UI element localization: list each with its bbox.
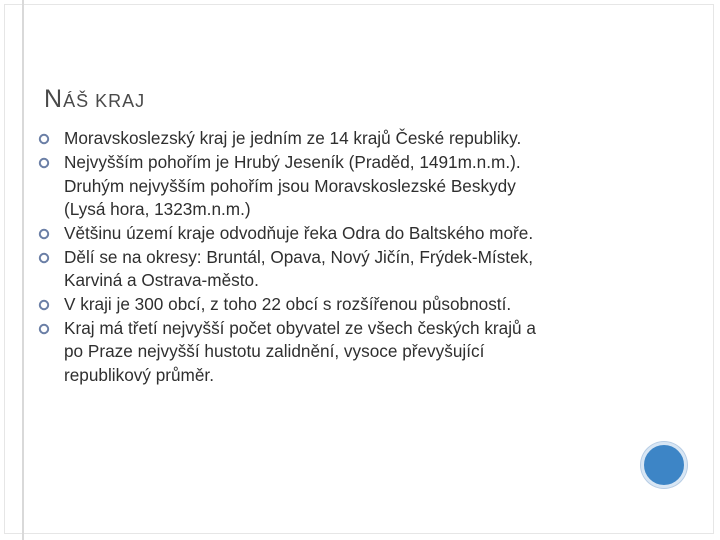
slide-title-rest: ÁŠ KRAJ bbox=[63, 91, 146, 111]
slide-title-first-letter: N bbox=[44, 85, 64, 113]
bullet-text: Dělí se na okresy: Bruntál, Opava, Nový Jičín, Frýdek-Místek, Karviná a Ostrava-město. bbox=[64, 246, 533, 290]
list-item bbox=[38, 222, 638, 246]
bullet-text: Nejvyšším pohořím je Hrubý Jeseník (Praděd, 1491m.n.m.). Druhým nejvyšším pohořím jsou Moravskoslezské Beskydy (Lysá hora, 1323m.n.m.) bbox=[64, 152, 521, 219]
list-item bbox=[38, 246, 638, 293]
ring-bullet-icon bbox=[38, 127, 64, 151]
blue-circle-icon bbox=[641, 442, 687, 488]
bullet-text: Kraj má třetí nejvyšší počet obyvatel ze všech českých krajů a po Praze nejvyšší hustotu zalidnění, vysoce převyšující republikový průměr. bbox=[64, 317, 536, 385]
bullet-text: V kraji je 300 obcí, z toho 22 obcí s rozšířenou působností. bbox=[64, 293, 512, 314]
ring-bullet-icon bbox=[38, 293, 64, 317]
list-item bbox=[38, 127, 638, 151]
slide-title bbox=[44, 80, 145, 112]
bullet-text: Moravskoslezský kraj je jedním ze 14 krajů České republiky. bbox=[64, 128, 522, 148]
list-item bbox=[38, 317, 638, 388]
ring-bullet-icon bbox=[38, 222, 64, 246]
ring-bullet-icon bbox=[38, 246, 64, 270]
bullet-text: Většinu území kraje odvodňuje řeka Odra do Baltského moře. bbox=[64, 222, 534, 243]
ring-bullet-icon bbox=[38, 151, 64, 175]
list-item bbox=[38, 293, 638, 317]
left-accent-line bbox=[22, 0, 24, 540]
ring-bullet-icon bbox=[38, 317, 64, 341]
list-item bbox=[38, 151, 638, 222]
bullet-list bbox=[38, 127, 638, 387]
